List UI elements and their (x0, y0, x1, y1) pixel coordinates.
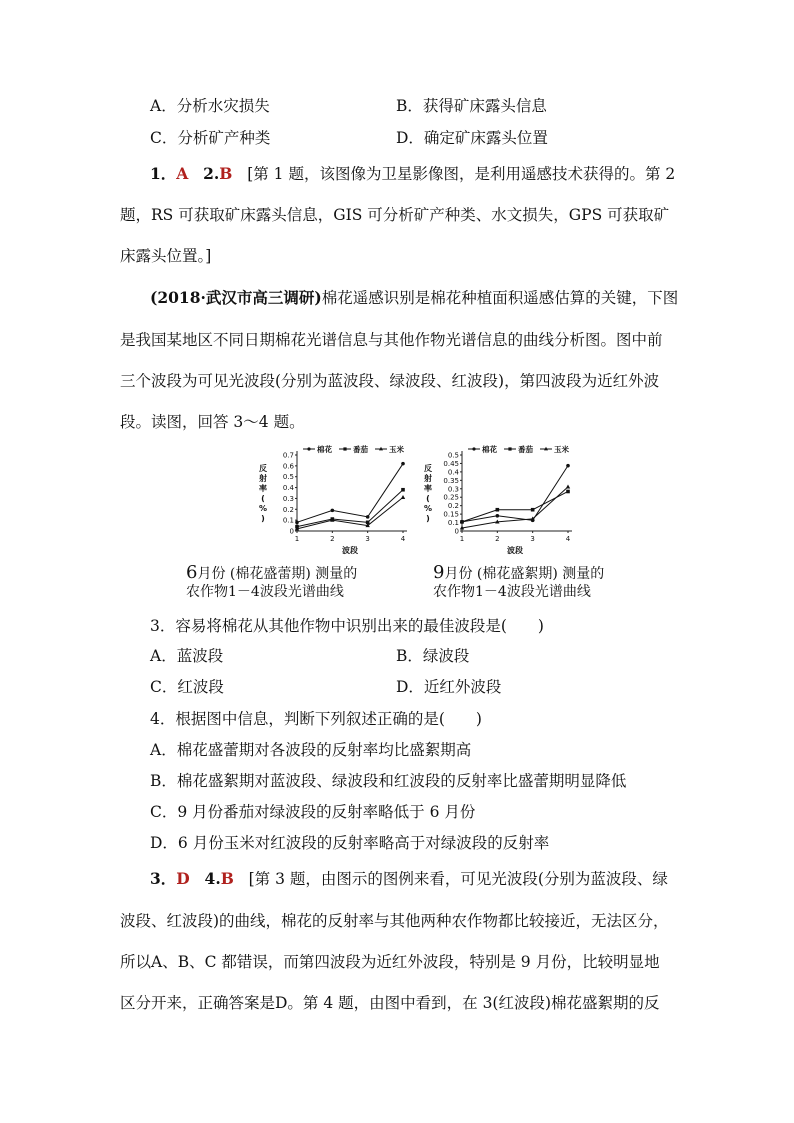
caption-june-prefix: 6 (186, 562, 198, 583)
data-point (401, 495, 405, 499)
y-tick-label: 0.5 (447, 451, 459, 460)
y-tick-label: 0.7 (282, 451, 294, 460)
chart-september-svg (420, 443, 580, 561)
x-tick-label: 3 (530, 535, 535, 543)
y-tick-label: 0.5 (282, 473, 294, 482)
legend-label: 棉花 (317, 445, 332, 454)
caption-june-line1: 月份 (棉花盛蕾期) 测量的 (197, 566, 358, 582)
caption-june-line2: 农作物1－4波段光谱曲线 (186, 584, 344, 600)
y-tick-label: 0.4 (447, 468, 459, 477)
intro-line1 (150, 287, 678, 309)
y-tick-label: 0.2 (282, 505, 294, 514)
data-point (566, 490, 570, 494)
data-point (366, 515, 370, 519)
answer-3-4-line2: 波段、红波段)的曲线，棉花的反射率与其他两种农作物都比较接近，无法区分， (120, 912, 669, 930)
data-point (496, 508, 500, 512)
answer-2: B (219, 164, 233, 183)
answer-1: A (176, 164, 189, 183)
y-axis-label-char: 射 (259, 474, 267, 483)
y-axis-label-char: ( (426, 494, 430, 503)
y-axis-label-char: % (258, 504, 268, 513)
legend-marker (343, 447, 346, 450)
q4-option-a: A．棉花盛蕾期对各波段的反射率均比盛絮期高 (150, 741, 472, 759)
data-point (401, 462, 405, 466)
y-axis-label-char: 射 (424, 474, 432, 483)
q3-option-c: C．红波段 (150, 678, 224, 696)
q4-option-d: D．6 月份玉米对红波段的反射率略高于对绿波段的反射率 (150, 834, 550, 852)
answer-1-2-line2: 题，RS 可获取矿床露头信息，GIS 可分析矿产种类、水文损失，GPS 可获取矿 (120, 206, 670, 224)
y-axis-label-char: 反 (259, 464, 267, 473)
q3-option-b: B．绿波段 (396, 647, 470, 665)
source-label: (2018·武汉市高三调研) (150, 288, 322, 307)
x-tick-label: 1 (294, 535, 300, 543)
series-line-0 (462, 466, 568, 522)
x-axis-label: 波段 (507, 546, 523, 555)
data-point (331, 509, 335, 513)
q3-stem: 3．容易将棉花从其他作物中识别出来的最佳波段是( ) (150, 617, 544, 635)
legend-label: 玉米 (389, 445, 404, 454)
legend-label: 番茄 (518, 445, 533, 454)
caption-september-line1: 月份 (棉花盛絮期) 测量的 (444, 566, 605, 582)
answer-4: B (220, 869, 234, 888)
answer-1-2-line3: 床露头位置。] (120, 247, 212, 265)
y-axis-label-char: ) (261, 514, 265, 523)
intro-line3: 三个波段为可见光波段(分别为蓝波段、绿波段、红波段)，第四波段为近红外波 (120, 372, 660, 390)
legend-label: 玉米 (554, 445, 569, 454)
answer-num-4: 4. (204, 869, 221, 888)
chart-june-svg (255, 443, 415, 561)
series-line-0 (297, 464, 403, 523)
y-tick-label: 0.35 (443, 476, 459, 485)
chart-june (255, 443, 415, 565)
y-tick-label: 0.45 (443, 459, 459, 468)
legend-marker (472, 447, 475, 450)
y-tick-label: 0.4 (282, 484, 294, 493)
y-axis-label-char: 反 (424, 464, 432, 473)
option-b: B．获得矿床露头信息 (396, 97, 547, 115)
caption-june (186, 564, 357, 601)
x-tick-label: 1 (459, 535, 465, 543)
y-tick-label: 0.6 (282, 462, 294, 471)
answer-1-2-line1 (150, 163, 675, 185)
data-point (566, 464, 570, 468)
q4-stem: 4．根据图中信息，判断下列叙述正确的是( ) (150, 710, 482, 728)
legend-marker (307, 447, 310, 450)
data-point (566, 485, 570, 489)
answer-1-2-text1: [第 1 题，该图像为卫星影像图，是利用遥感技术获得的。第 2 (247, 165, 676, 183)
intro-text1: 棉花遥感识别是棉花种植面积遥感估算的关键，下图 (321, 289, 679, 307)
legend-label: 番茄 (353, 445, 368, 454)
x-tick-label: 3 (365, 535, 370, 543)
y-tick-label: 0.2 (447, 502, 459, 511)
q4-option-c: C．9 月份番茄对绿波段的反射率略低于 6 月份 (150, 803, 476, 821)
x-tick-label: 4 (565, 535, 571, 543)
answer-3-4-line3: 所以A、B、C 都错误，而第四波段为近红外波段，特别是 9 月份，比较明显地 (120, 953, 660, 971)
answer-3-4-line1 (150, 868, 668, 890)
caption-september-line2: 农作物1－4波段光谱曲线 (433, 584, 591, 600)
data-point (496, 514, 500, 518)
series-line-2 (297, 497, 403, 528)
legend-label: 棉花 (482, 445, 497, 454)
legend-marker (508, 447, 511, 450)
answer-3-4-line4: 区分开来，正确答案是D。第 4 题，由图中看到，在 3(红波段)棉花盛絮期的反 (120, 994, 660, 1012)
series-line-1 (297, 490, 403, 527)
q3-option-d: D．近红外波段 (396, 678, 502, 696)
answer-num-3: 3． (150, 869, 177, 888)
y-tick-label: 0 (454, 527, 459, 536)
answer-3-4-text1: [第 3 题，由图示的图例来看，可见光波段(分别为蓝波段、绿 (248, 870, 668, 888)
x-tick-label: 4 (400, 535, 406, 543)
series-line-1 (462, 491, 568, 521)
x-axis-label: 波段 (342, 546, 358, 555)
y-axis-label-char: 率 (259, 484, 267, 493)
y-axis-label-char: 率 (424, 484, 432, 493)
y-tick-label: 0 (289, 527, 294, 536)
answer-num-1: 1． (150, 164, 177, 183)
x-tick-label: 2 (330, 535, 335, 543)
y-tick-label: 0.1 (282, 516, 294, 525)
y-axis-label-char: ( (261, 494, 265, 503)
y-tick-label: 0.25 (443, 493, 459, 502)
data-point (531, 508, 535, 512)
data-point (401, 488, 405, 492)
option-a: A．分析水灾损失 (150, 97, 270, 115)
answer-3: D (176, 869, 190, 888)
y-tick-label: 0.3 (447, 485, 459, 494)
option-c: C．分析矿产种类 (150, 129, 271, 147)
y-tick-label: 0.1 (447, 519, 459, 528)
data-point (295, 521, 299, 525)
answer-num-2: 2. (203, 164, 220, 183)
y-axis-label-char: ) (426, 514, 430, 523)
x-tick-label: 2 (495, 535, 500, 543)
data-point (460, 520, 464, 524)
intro-line4: 段。读图，回答 3～4 题。 (120, 413, 305, 431)
caption-september (433, 564, 604, 601)
y-tick-label: 0.3 (282, 494, 294, 503)
intro-line2: 是我国某地区不同日期棉花光谱信息与其他作物光谱信息的曲线分析图。图中前 (120, 331, 663, 349)
q3-option-a: A．蓝波段 (150, 647, 224, 665)
chart-september (420, 443, 580, 565)
caption-september-prefix: 9 (433, 562, 445, 583)
series-line-2 (462, 487, 568, 528)
y-axis-label-char: % (423, 504, 433, 513)
y-tick-label: 0.15 (443, 510, 459, 519)
q4-option-b: B．棉花盛絮期对蓝波段、绿波段和红波段的反射率比盛蕾期明显降低 (150, 772, 627, 790)
option-d: D．确定矿床露头位置 (396, 129, 548, 147)
